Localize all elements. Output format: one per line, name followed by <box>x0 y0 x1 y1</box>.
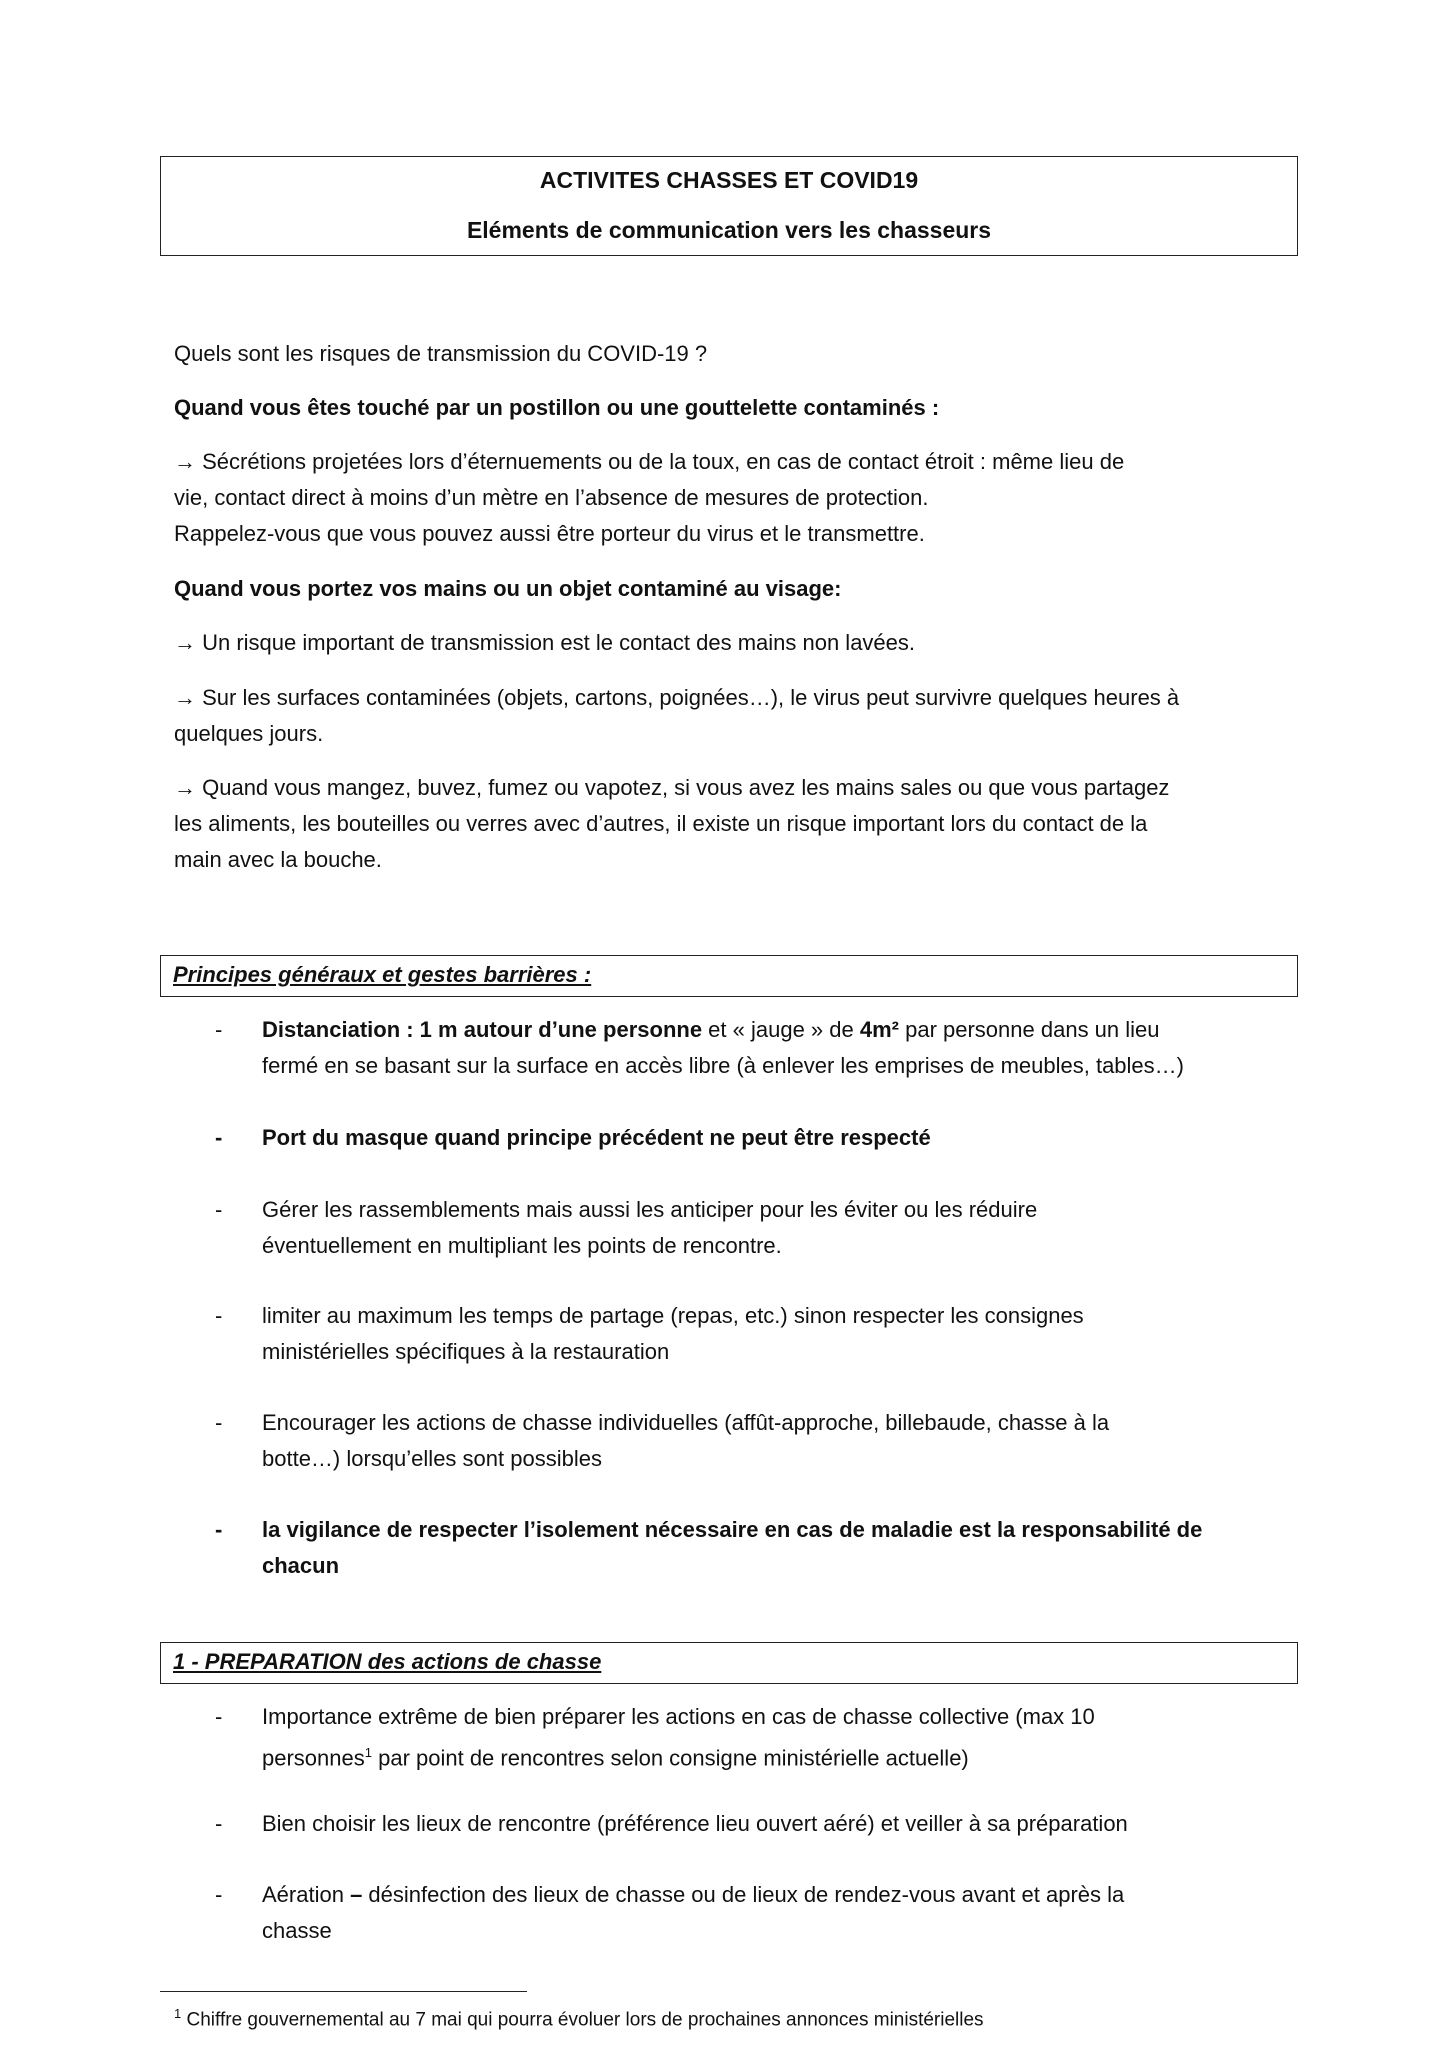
document-subtitle: Eléments de communication vers les chasseurs <box>466 217 992 243</box>
section-heading-principles <box>160 955 1298 997</box>
paragraph-hands: → Un risque important de transmission est le contact des mains non lavées. <box>174 630 916 655</box>
list-dash: - <box>215 1125 223 1150</box>
paragraph-droplets <box>174 444 1294 552</box>
section-title: 1 - PREPARATION des actions de chasse <box>173 1649 602 1674</box>
list-dash: - <box>215 1704 223 1729</box>
paragraph-line: quelques jours. <box>174 721 324 746</box>
list-text: désinfection des lieux de chasse ou de lieux de rendez-vous avant et après la <box>362 1882 1125 1907</box>
area-value: 4m² <box>859 1017 899 1042</box>
list-dash: - <box>215 1517 223 1542</box>
paragraph-line: les aliments, les bouteilles ou verres avec d’autres, il existe un risque important lors du contact de la <box>174 811 1148 836</box>
list-text: ministérielles spécifiques à la restauration <box>262 1339 670 1364</box>
heading-hands: Quand vous portez vos mains ou un objet contaminé au visage: <box>174 576 842 601</box>
list-dash: - <box>215 1811 223 1836</box>
paragraph-line: → Quand vous mangez, buvez, fumez ou vapotez, si vous avez les mains sales ou que vous partagez <box>174 775 1170 800</box>
paragraph-line: main avec la bouche. <box>174 847 382 872</box>
section-title: Principes généraux et gestes barrières : <box>173 962 592 987</box>
list-text: limiter au maximum les temps de partage (repas, etc.) sinon respecter les consignes <box>262 1303 1084 1328</box>
list-text: la vigilance de respecter l’isolement nécessaire en cas de maladie est la responsabilité de <box>262 1517 1203 1542</box>
list-dash: - <box>215 1410 223 1435</box>
paragraph-line: Rappelez-vous que vous pouvez aussi être porteur du virus et le transmettre. <box>174 521 925 546</box>
list-text: fermé en se basant sur la surface en accès libre (à enlever les emprises de meubles, tables…) <box>262 1053 1184 1078</box>
list-text: botte…) lorsqu’elles sont possibles <box>262 1446 602 1471</box>
paragraph-eating <box>174 770 1294 878</box>
footnote-separator <box>160 1991 527 1992</box>
distanciation-label: Distanciation : 1 m autour d’une personne <box>262 1017 703 1042</box>
list-text: Aération <box>262 1882 351 1907</box>
title-box <box>160 156 1298 256</box>
list-dash: - <box>215 1882 223 1907</box>
footnote-mark: 1 <box>174 2006 182 2021</box>
list-text: Bien choisir les lieux de rencontre (préférence lieu ouvert aéré) et veiller à sa préparation <box>262 1811 1128 1836</box>
list-text: chasse <box>262 1918 332 1943</box>
paragraph-line: vie, contact direct à moins d’un mètre en l’absence de mesures de protection. <box>174 485 929 510</box>
document-title: ACTIVITES CHASSES ET COVID19 <box>539 167 919 193</box>
list-text: Importance extrême de bien préparer les actions en cas de chasse collective (max 10 <box>262 1704 1095 1729</box>
footnote-text: Chiffre gouvernemental au 7 mai qui pourra évoluer lors de prochaines annonces ministérielles <box>181 2009 984 2031</box>
footnote-ref: 1 <box>364 1745 372 1760</box>
list-text: et « jauge » de <box>702 1017 860 1042</box>
list-text: Port du masque quand principe précédent ne peut être respecté <box>262 1125 931 1150</box>
list-dash: - <box>215 1017 223 1042</box>
heading-droplets: Quand vous êtes touché par un postillon ou une gouttelette contaminés : <box>174 395 940 420</box>
paragraph-line: → Sécrétions projetées lors d’éternuements ou de la toux, en cas de contact étroit : même lieu de <box>174 449 1125 474</box>
list-text: Encourager les actions de chasse individuelles (affût-approche, billebaude, chasse à la <box>262 1410 1110 1435</box>
list-text: éventuellement en multipliant les points de rencontre. <box>262 1233 782 1258</box>
footnote <box>174 2006 984 2031</box>
list-text: Gérer les rassemblements mais aussi les anticiper pour les éviter ou les réduire <box>262 1197 1038 1222</box>
intro-question: Quels sont les risques de transmission du COVID-19 ? <box>174 341 708 366</box>
section-heading-preparation <box>160 1642 1298 1684</box>
list-text: par personne dans un lieu <box>898 1017 1160 1042</box>
list-dash: - <box>215 1197 223 1222</box>
paragraph-line: → Sur les surfaces contaminées (objets, cartons, poignées…), le virus peut survivre quelques heures à <box>174 685 1180 710</box>
list-text: chacun <box>262 1553 340 1578</box>
list-text: par point de rencontres selon consigne ministérielle actuelle) <box>371 1745 969 1771</box>
paragraph-surfaces <box>174 680 1294 752</box>
list-text: – <box>350 1882 363 1907</box>
list-dash: - <box>215 1303 223 1328</box>
list-text: personnes <box>262 1745 365 1771</box>
